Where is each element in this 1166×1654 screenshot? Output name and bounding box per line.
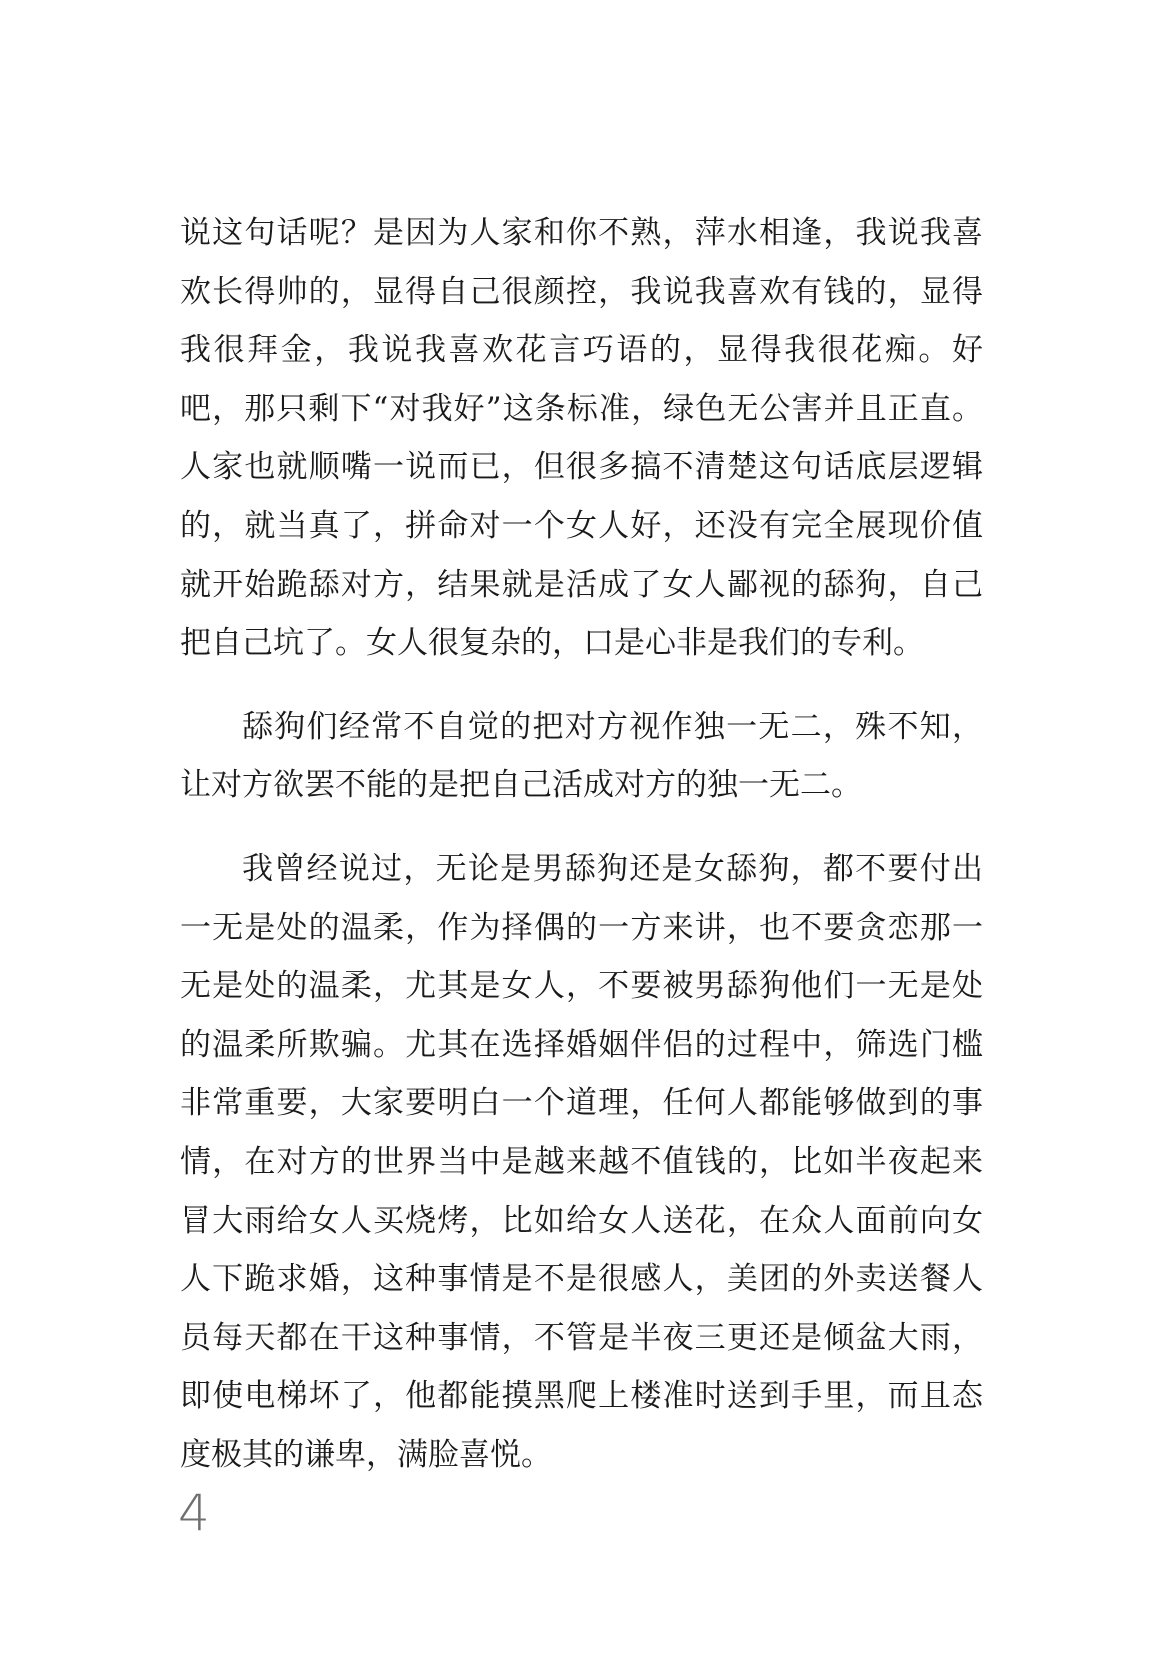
paragraph-1: 说这句话呢？是因为人家和你不熟，萍水相逢，我说我喜欢长得帅的，显得自己很颜控，我说我喜欢有钱的，显得我很拜金，我说我喜欢花言巧语的，显得我很花痴。好吧，那只剩下“对我好”这条标准，绿色无公害并且正直。人家也就顺嘴一说而已，但很多搞不清楚这句话底层逻辑的，就当真了，拼命对一个女人好，还没有完全展现价值就开始跪舔对方，结果就是活成了女人鄙视的舔狗，自己把自己坑了。女人很复杂的，口是心非是我们的专利。 [180, 215, 983, 662]
page-number: 4 [178, 1484, 210, 1542]
body-text [180, 204, 983, 1484]
paragraph-2: 舔狗们经常不自觉的把对方视作独一无二，殊不知，让对方欲罢不能的是把自己活成对方的独一无二。 [180, 708, 983, 804]
paragraph-3: 我曾经说过，无论是男舔狗还是女舔狗，都不要付出一无是处的温柔，作为择偶的一方来讲，也不要贪恋那一无是处的温柔，尤其是女人，不要被男舔狗他们一无是处的温柔所欺骗。尤其在选择婚姻伴侣的过程中，筛选门槛非常重要，大家要明白一个道理，任何人都能够做到的事情，在对方的世界当中是越来越不值钱的，比如半夜起来冒大雨给女人买烧烤，比如给女人送花，在众人面前向女人下跪求婚，这种事情是不是很感人，美团的外卖送餐人员每天都在干这种事情，不管是半夜三更还是倾盆大雨，即使电梯坏了，他都能摸黑爬上楼准时送到手里，而且态度极其的谦卑，满脸喜悦。 [180, 850, 983, 1473]
